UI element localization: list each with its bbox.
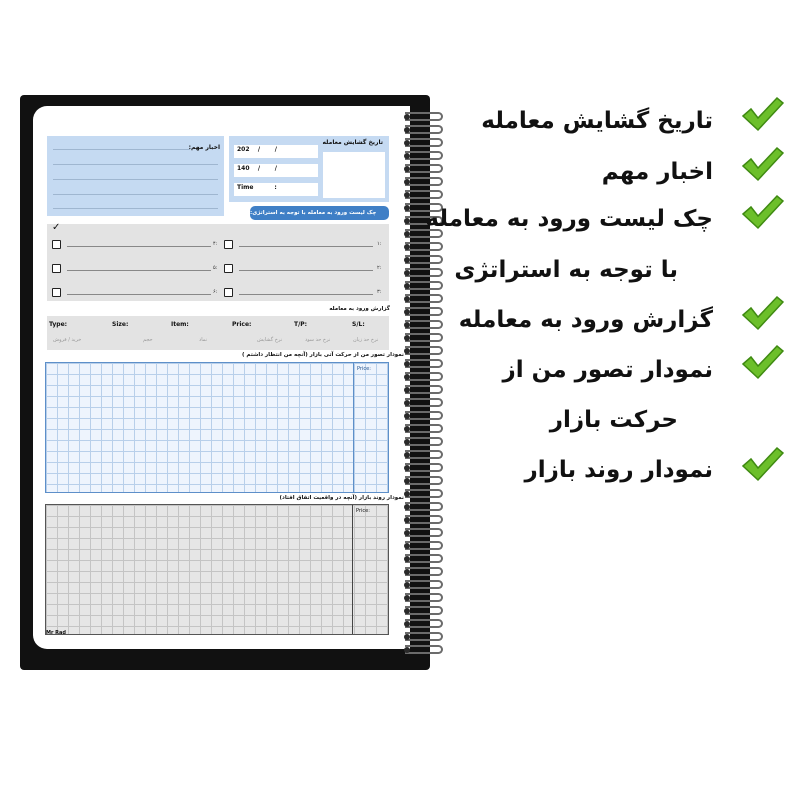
spiral-ring: [405, 112, 443, 121]
check-icon: [740, 144, 784, 184]
spiral-ring: [405, 411, 443, 420]
report-sub-label: حجم: [143, 337, 153, 343]
report-area: [47, 316, 389, 350]
chart2-title: نمودار روند بازار (آنچه در واقعیت اتفاق افتاد): [279, 495, 404, 501]
binding-hole: [404, 530, 410, 536]
checklist-num-5: ۵:: [213, 265, 218, 271]
spiral-ring: [405, 424, 443, 433]
binding-hole: [404, 296, 410, 302]
spiral-ring: [405, 567, 443, 576]
binding-hole: [404, 517, 410, 523]
binding-hole: [404, 491, 410, 497]
checklist-num-1: ۱:: [377, 241, 382, 247]
spiral-ring: [405, 632, 443, 641]
binding-hole: [404, 218, 410, 224]
check-icon: [740, 342, 784, 382]
checklist-checkbox[interactable]: [224, 240, 233, 249]
binding-hole: [404, 634, 410, 640]
checklist-num-4: ۴:: [213, 241, 218, 247]
checklist-line: [67, 246, 211, 247]
price-label: Price:: [357, 366, 371, 372]
spiral-ring: [405, 606, 443, 615]
notebook-page: [33, 106, 410, 649]
spiral-ring: [405, 372, 443, 381]
brand-label: Mr Rad: [46, 630, 66, 636]
binding-hole: [404, 478, 410, 484]
feature-trend-chart: نمودار روند بازار: [524, 457, 713, 483]
spiral-ring: [405, 190, 443, 199]
spiral-ring: [405, 541, 443, 550]
binding-hole: [404, 283, 410, 289]
spiral-ring: [405, 385, 443, 394]
binding-hole: [404, 309, 410, 315]
binding-hole: [404, 257, 410, 263]
feature-open-date: تاریخ گشایش معامله: [481, 108, 713, 134]
binding-hole: [404, 374, 410, 380]
spiral-ring: [405, 268, 443, 277]
check-icon: [740, 444, 784, 484]
binding-hole: [404, 140, 410, 146]
spiral-ring: [405, 177, 443, 186]
binding-hole: [404, 335, 410, 341]
report-sub-label: نرخ گشایش: [257, 337, 283, 343]
spiral-ring: [405, 281, 443, 290]
binding-hole: [404, 400, 410, 406]
binding-hole: [404, 205, 410, 211]
price-label: Price:: [356, 508, 370, 514]
binding-hole: [404, 647, 410, 653]
binding-hole: [404, 322, 410, 328]
report-type-label: Type:: [49, 321, 68, 328]
report-tp-label: T/P:: [294, 321, 308, 328]
spiral-ring: [405, 515, 443, 524]
binding-hole: [404, 179, 410, 185]
news-box: [47, 136, 224, 216]
binding-hole: [404, 270, 410, 276]
checklist-checkbox[interactable]: [224, 264, 233, 273]
spiral-ring: [405, 528, 443, 537]
spiral-ring: [405, 346, 443, 355]
news-line: [53, 149, 190, 150]
check-icon: [740, 293, 784, 333]
feature-list: [425, 100, 790, 500]
time-field[interactable]: Time :: [233, 182, 319, 197]
spiral-ring: [405, 125, 443, 134]
binding-hole: [404, 439, 410, 445]
binding-hole: [404, 153, 410, 159]
spiral-ring: [405, 255, 443, 264]
spiral-binding: [405, 108, 445, 663]
spiral-ring: [405, 138, 443, 147]
checklist-line: [239, 246, 373, 247]
price-axis-column: [353, 363, 354, 492]
spiral-ring: [405, 463, 443, 472]
binding-hole: [404, 348, 410, 354]
binding-hole: [404, 543, 410, 549]
feature-entry-report: گزارش ورود به معامله: [458, 307, 713, 333]
spiral-ring: [405, 307, 443, 316]
checklist-title-pill: چک لیست ورود به معامله با توجه به استراتژی:: [250, 206, 389, 220]
binding-hole: [404, 426, 410, 432]
spiral-ring: [405, 645, 443, 654]
report-item-label: Item:: [171, 321, 189, 328]
binding-hole: [404, 244, 410, 250]
binding-hole: [404, 569, 410, 575]
binding-hole: [404, 452, 410, 458]
binding-hole: [404, 465, 410, 471]
spiral-ring: [405, 450, 443, 459]
date-persian-field[interactable]: 140 / /: [233, 163, 319, 178]
spiral-ring: [405, 242, 443, 251]
spiral-ring: [405, 502, 443, 511]
notes-area[interactable]: [323, 152, 385, 198]
expected-move-grid[interactable]: [45, 362, 389, 493]
market-trend-grid[interactable]: [45, 504, 389, 635]
checklist-line: [239, 294, 373, 295]
spiral-ring: [405, 619, 443, 628]
checklist-line: [239, 270, 373, 271]
report-price-label: Price:: [232, 321, 252, 328]
binding-hole: [404, 608, 410, 614]
spiral-ring: [405, 476, 443, 485]
report-sub-label: نماد: [199, 337, 208, 343]
binding-hole: [404, 361, 410, 367]
report-sub-label: نرخ حد سود: [305, 337, 331, 343]
open-date-box: [229, 136, 389, 202]
check-icon: [740, 192, 784, 232]
spiral-ring: [405, 359, 443, 368]
spiral-ring: [405, 398, 443, 407]
price-axis-column: [352, 505, 353, 634]
checklist-num-2: ۲:: [377, 265, 382, 271]
date-gregorian-field[interactable]: 202 / /: [233, 144, 319, 159]
spiral-ring: [405, 580, 443, 589]
spiral-ring: [405, 554, 443, 563]
checklist-line: [67, 294, 211, 295]
checklist-checkbox[interactable]: [52, 288, 61, 297]
spiral-ring: [405, 164, 443, 173]
news-line: [53, 208, 218, 209]
report-size-label: Size:: [112, 321, 129, 328]
binding-hole: [404, 114, 410, 120]
checklist-area: [47, 224, 389, 301]
binding-hole: [404, 556, 410, 562]
feature-news: اخبار مهم: [601, 159, 713, 185]
news-title: اخبار مهم:: [188, 144, 220, 151]
spiral-ring: [405, 437, 443, 446]
check-mark: ✓: [52, 222, 61, 233]
spiral-ring: [405, 294, 443, 303]
news-line: [53, 194, 218, 195]
spiral-ring: [405, 320, 443, 329]
news-line: [53, 179, 218, 180]
binding-hole: [404, 504, 410, 510]
binding-hole: [404, 621, 410, 627]
report-title: گزارش ورود به معامله: [329, 306, 390, 312]
binding-hole: [404, 231, 410, 237]
binding-hole: [404, 582, 410, 588]
feature-checklist: چک لیست ورود به معامله: [425, 206, 713, 232]
spiral-ring: [405, 333, 443, 342]
report-sub-label: خرید / فروش: [53, 337, 82, 343]
checklist-num-3: ۳:: [377, 289, 382, 295]
chart1-title: نمودار تصور من از حرکت آتی بازار (آنچه من انتظار داشتم ): [241, 352, 404, 358]
checklist-line: [67, 270, 211, 271]
check-icon: [740, 94, 784, 134]
checklist-num-6: ۶:: [213, 289, 218, 295]
open-date-title: تاریخ گشایش معامله: [322, 139, 383, 146]
spiral-ring: [405, 489, 443, 498]
feature-checklist-cont: با توجه به استراتژی: [454, 257, 678, 283]
binding-hole: [404, 192, 410, 198]
spiral-ring: [405, 151, 443, 160]
checklist-checkbox[interactable]: [52, 240, 61, 249]
binding-hole: [404, 166, 410, 172]
feature-expected-chart-cont: حرکت بازار: [549, 407, 678, 433]
checklist-checkbox[interactable]: [224, 288, 233, 297]
binding-hole: [404, 127, 410, 133]
report-sl-label: S/L:: [352, 321, 365, 328]
binding-hole: [404, 387, 410, 393]
feature-expected-chart: نمودار تصور من از: [502, 357, 713, 383]
binding-hole: [404, 413, 410, 419]
spiral-ring: [405, 593, 443, 602]
checklist-checkbox[interactable]: [52, 264, 61, 273]
binding-hole: [404, 595, 410, 601]
report-sub-label: نرخ حد زیان: [353, 337, 379, 343]
news-line: [53, 164, 218, 165]
